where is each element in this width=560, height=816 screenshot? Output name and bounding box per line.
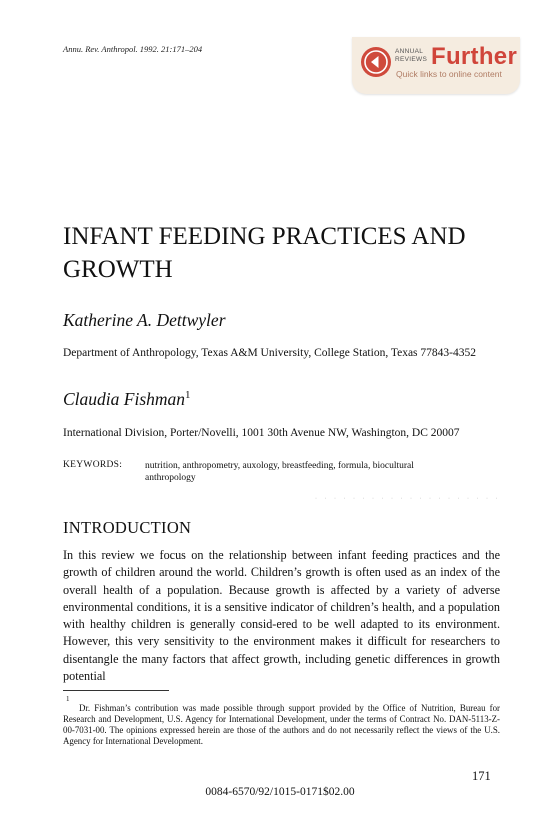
issn-price-line: 0084-6570/92/1015-0171$02.00 <box>205 786 355 798</box>
annual-reviews-further-link[interactable] <box>352 37 520 94</box>
quick-links-text: Quick links to online content <box>396 69 502 79</box>
play-back-arrow-icon <box>361 47 391 77</box>
keywords-label: KEYWORDS: <box>63 460 123 470</box>
footnote-text: Dr. Fishman’s contribution was made possible through support provided by the Office of Nutrition, Bureau for Research and Development, U.S. Agency for International Development, under the terms of Contract No. DAN-5113-Z-00-7031-00. The opinions expressed herein are those of the authors and do not necessarily reflect the views of the U.S. Agency for International Development. <box>63 703 500 746</box>
author-fishman-name: Claudia Fishman <box>63 389 186 409</box>
author-footnote-mark[interactable]: 1 <box>185 389 191 401</box>
decorative-dots: · · · · · · · · · · · · · · · · · · · · <box>315 496 501 502</box>
further-wordmark: Further <box>431 43 518 70</box>
annual-text: ANNUAL <box>395 48 424 55</box>
affiliation-texas-am: Department of Anthropology, Texas A&M University, College Station, Texas 77843-4352 <box>63 347 476 359</box>
introduction-paragraph: In this review we focus on the relationship between infant feeding practices and the growth of children around the world. Children’s growth is often used as an index of the overall health of a population. Because growth is affected by a variety of adverse environmental conditions, it is a sensitive indicator of children’s health, and a population with healthy children is generally consid-ered to be well adapted to its environment. However, this very sensitivity to the environment makes it difficult for researchers to disentangle the many factors that affect growth, including genetic differences in growth potential <box>63 548 500 683</box>
author-fishman <box>63 389 191 410</box>
affiliation-porter-novelli: International Division, Porter/Novelli, 1001 30th Avenue NW, Washington, DC 20007 <box>63 427 460 439</box>
author-dettwyler: Katherine A. Dettwyler <box>63 310 226 330</box>
footnote-divider <box>63 690 169 691</box>
reviews-text: REVIEWS <box>395 55 428 63</box>
section-heading-introduction: INTRODUCTION <box>63 518 192 537</box>
journal-citation: Annu. Rev. Anthropol. 1992. 21:171–204 <box>63 44 203 54</box>
annual-reviews-label <box>395 48 427 63</box>
keywords-list: nutrition, anthropometry, auxology, breastfeeding, formula, biocultural anthropology <box>145 461 414 483</box>
footnote-mark: 1 <box>66 695 70 703</box>
page-number: 171 <box>472 769 491 783</box>
article-title: INFANT FEEDING PRACTICES AND GROWTH <box>63 223 466 283</box>
